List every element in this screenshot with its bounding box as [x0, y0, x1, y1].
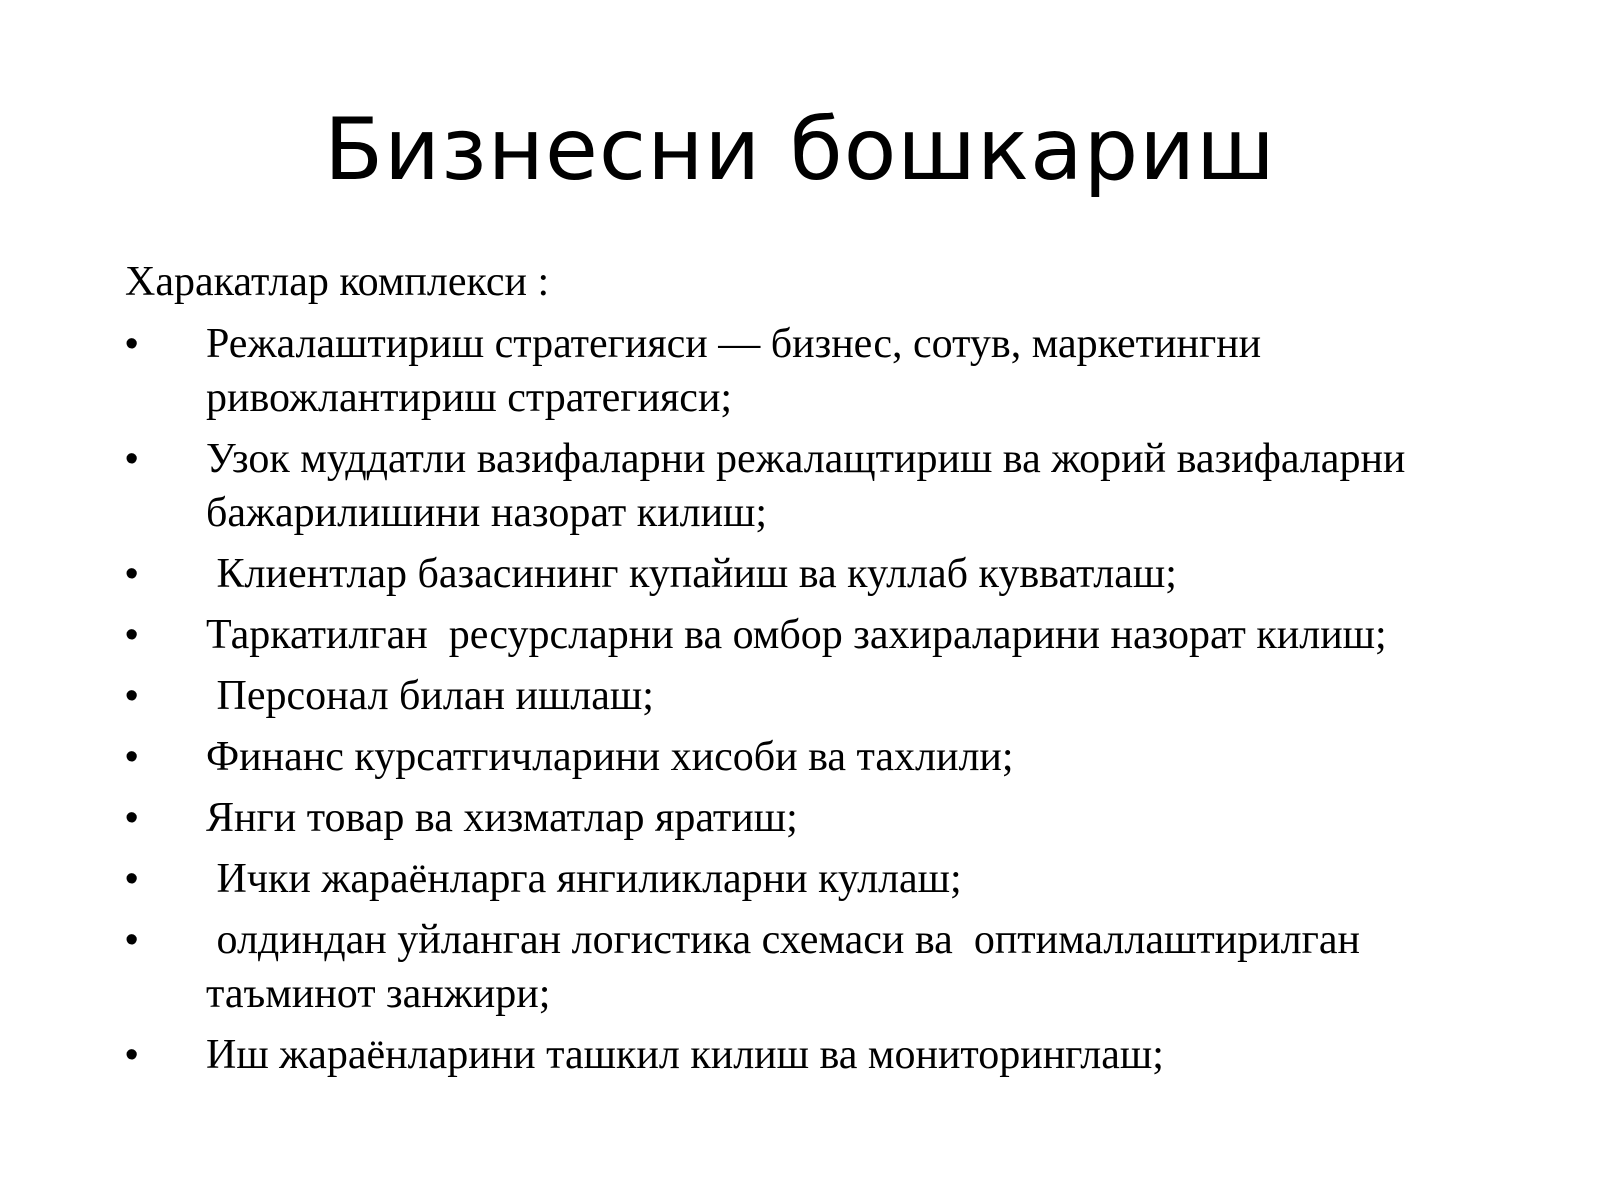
list-item-text: Финанс курсатгичларини хисоби ва тахлили; — [206, 734, 1014, 780]
list-item — [125, 669, 1505, 723]
bullet-icon: • — [125, 919, 139, 961]
list-item — [125, 608, 1505, 662]
list-item-text: Янги товар ва хизматлар яратиш; — [206, 795, 798, 841]
list-item — [125, 852, 1505, 906]
list-item — [125, 432, 1505, 540]
list-item — [125, 730, 1505, 784]
list-item-text: Ички жараёнларга янгиликларни куллаш; — [206, 856, 962, 902]
list-item — [125, 1028, 1505, 1082]
bullet-icon: • — [125, 553, 139, 595]
bullet-list — [125, 317, 1505, 1082]
slide-title: Бизнесни бошкариш — [324, 100, 1276, 200]
bullet-icon: • — [125, 323, 139, 365]
list-item-text: Иш жараёнларини ташкил килиш ва мониторинглаш; — [206, 1032, 1164, 1078]
list-item — [125, 317, 1505, 425]
bullet-icon: • — [125, 797, 139, 839]
intro-text: Харакатлар комплекси : — [125, 259, 550, 305]
list-item — [125, 913, 1505, 1021]
list-item-text: Узок муддатли вазифаларни режалащтириш ва жорий вазифаларни бажарилишини назорат килиш; — [206, 436, 1416, 536]
list-item — [125, 547, 1505, 601]
bullet-icon: • — [125, 858, 139, 900]
list-item — [125, 791, 1505, 845]
bullet-icon: • — [125, 614, 139, 656]
bullet-icon: • — [125, 438, 139, 480]
list-item-text: Клиентлар базасининг купайиш ва куллаб кувватлаш; — [206, 551, 1177, 597]
slide-content — [125, 255, 1505, 1089]
list-item-text: Таркатилган ресурсларни ва омбор захираларини назорат килиш; — [206, 612, 1387, 658]
bullet-icon: • — [125, 675, 139, 717]
bullet-icon: • — [125, 736, 139, 778]
bullet-icon: • — [125, 1034, 139, 1076]
list-item-text: Режалаштириш стратегияси — бизнес, сотув, маркетингни ривожлантириш стратегияси; — [206, 321, 1272, 421]
list-item-text: Персонал билан ишлаш; — [206, 673, 654, 719]
list-item-text: олдиндан уйланган логистика схемаси ва оптималлаштирилган таъминот занжири; — [206, 917, 1371, 1017]
